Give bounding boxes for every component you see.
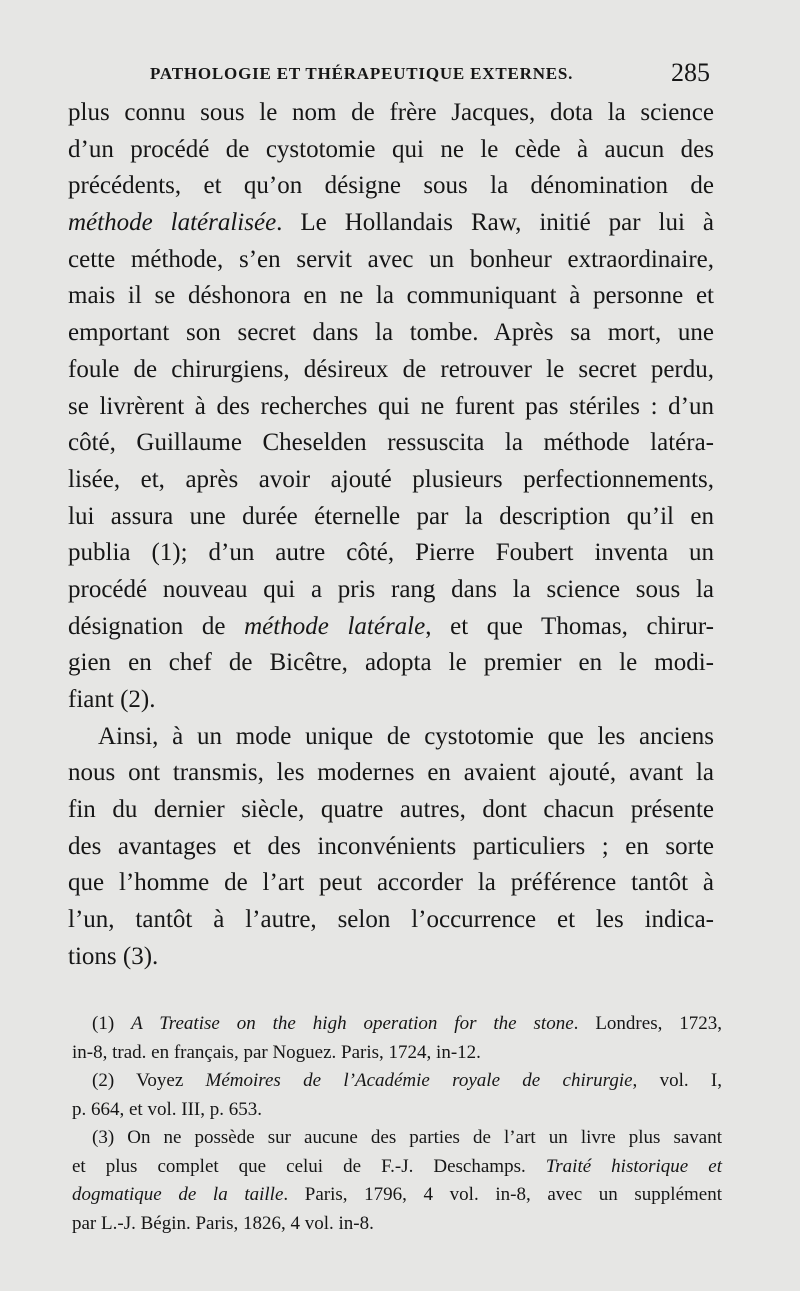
footnote-line: p. 664, et vol. III, p. 653.: [72, 1098, 262, 1120]
text-line: tions (3).: [68, 942, 159, 970]
body-text: [68, 95, 714, 976]
text-line: méthode latéralisée. Le Hollandais Raw, initié par lui à: [68, 209, 714, 237]
text-line: publia (1); d’un autre côté, Pierre Foubert inventa un: [68, 539, 714, 567]
text-line: gien en chef de Bicêtre, adopta le premier en le modi-: [68, 649, 714, 677]
text-line: fin du dernier siècle, quatre autres, dont chacun présente: [68, 796, 714, 824]
footnote-line: dogmatique de la taille. Paris, 1796, 4 vol. in-8, avec un supplément: [72, 1184, 723, 1205]
footnote-line: (1) A Treatise on the high operation for the stone. Londres, 1723,: [92, 1013, 723, 1034]
footnote-line: par L.-J. Bégin. Paris, 1826, 4 vol. in-8.: [72, 1212, 374, 1234]
footnote-line: (2) Voyez Mémoires de l’Académie royale de chirurgie, vol. I,: [92, 1070, 723, 1091]
text-line: emportant son secret dans la tombe. Après sa mort, une: [68, 319, 714, 347]
text-line: procédé nouveau qui a pris rang dans la science sous la: [68, 575, 714, 603]
page-header: [150, 58, 710, 88]
text-line: foule de chirurgiens, désireux de retrouver le secret perdu,: [68, 355, 714, 383]
text-line: côté, Guillaume Cheselden ressuscita la méthode latéra-: [68, 429, 714, 457]
footnote-line: in-8, trad. en français, par Noguez. Paris, 1724, in-12.: [72, 1041, 481, 1063]
text-line: des avantages et des inconvénients particuliers ; en sorte: [68, 832, 714, 860]
text-line: d’un procédé de cystotomie qui ne le cède à aucun des: [68, 135, 714, 163]
text-line: l’un, tantôt à l’autre, selon l’occurrence et les indica-: [68, 906, 714, 934]
text-line: se livrèrent à des recherches qui ne furent pas stériles : d’un: [68, 392, 714, 420]
text-line: nous ont transmis, les modernes en avaient ajouté, avant la: [68, 759, 714, 787]
running-title: PATHOLOGIE ET THÉRAPEUTIQUE EXTERNES.: [150, 64, 574, 83]
footnote-line: (3) On ne possède sur aucune des parties de l’art un livre plus savant: [92, 1127, 722, 1148]
footnote-line: et plus complet que celui de F.-J. Deschamps. Traité historique et: [72, 1155, 722, 1177]
text-line: désignation de méthode latérale, et que Thomas, chirur-: [68, 612, 715, 640]
text-line: lui assura une durée éternelle par la description qu’il en: [68, 502, 714, 530]
text-line: que l’homme de l’art peut accorder la préférence tantôt à: [68, 869, 714, 897]
page-number: 285: [671, 58, 710, 87]
footnotes: [72, 1010, 722, 1238]
text-line: Ainsi, à un mode unique de cystotomie que les anciens: [98, 722, 714, 750]
text-line: cette méthode, s’en servit avec un bonheur extraordinaire,: [68, 245, 714, 273]
text-line: mais il se déshonora en ne la communiquant à personne et: [68, 282, 714, 310]
text-line: plus connu sous le nom de frère Jacques, dota la science: [68, 99, 714, 126]
text-line: fiant (2).: [68, 686, 156, 713]
text-line: précédents, et qu’on désigne sous la dénomination de: [68, 172, 714, 200]
text-line: lisée, et, après avoir ajouté plusieurs perfectionnements,: [68, 465, 714, 493]
